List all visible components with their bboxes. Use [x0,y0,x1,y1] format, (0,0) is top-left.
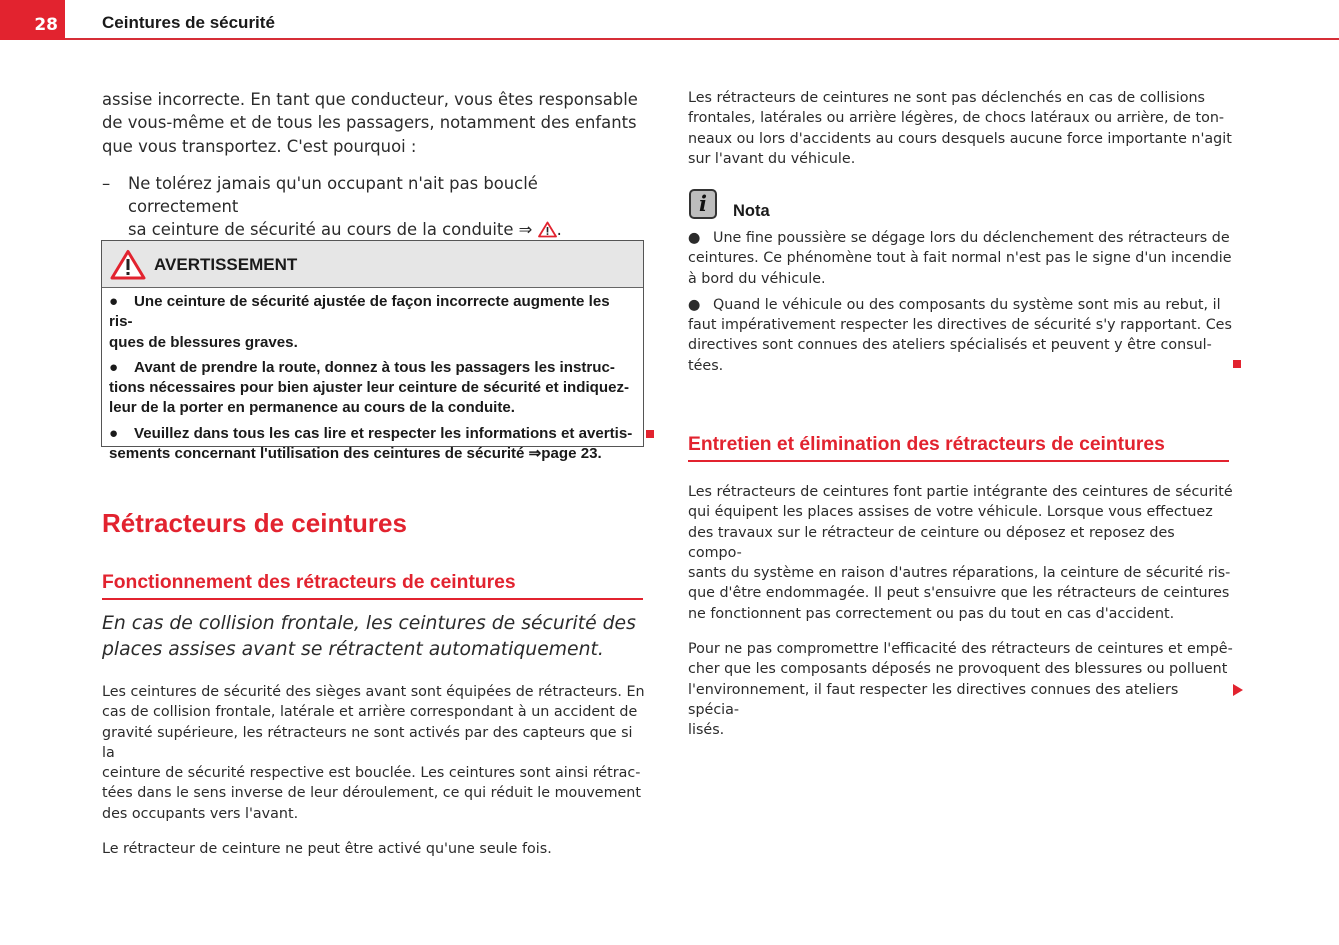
bullet: ● [109,293,119,310]
text-line: Les ceintures de sécurité des sièges avant sont équipées de rétracteurs. En [102,684,645,700]
chapter-title: Ceintures de sécurité [102,13,275,32]
warning-title: AVERTISSEMENT [154,255,298,274]
bullet: ● [688,230,701,246]
text-line: ques de blessures graves. [109,333,298,351]
text-line: qui équipent les places assises de votre véhicule. Lorsque vous effectuez [688,504,1213,521]
text-line: ceintures. Ce phénomène tout à fait normal n'est pas le signe d'un incendie [688,250,1232,267]
text-line: frontales, latérales ou arrière légères, de chocs latéraux ou arrière, de ton- [688,110,1225,127]
text-line: des travaux sur le rétracteur de ceinture ou déposez et reposez des compo- [688,524,1175,561]
section-end-marker [646,430,654,438]
text-line: tions nécessaires pour bien ajuster leur ceinture de sécurité et indiquez- [109,379,630,397]
text-line: gravité supérieure, les rétracteurs ne sont activés par des capteurs que si la [102,724,633,761]
bullet: ● [109,358,119,376]
page-number-box [0,0,65,40]
right-column [688,88,1233,169]
warning-item [109,424,637,465]
text-line: Veuillez dans tous les cas lire et respecter les informations et avertis- [134,424,633,442]
subsection-title: Entretien et élimination des rétracteurs de ceintures [688,434,1165,455]
text-line: ne fonctionnent pas correctement ou pas du tout en cas d'accident. [688,605,1175,622]
nota-title: Nota [733,202,770,220]
warning-box [101,240,644,463]
paragraph [688,88,1233,169]
text-line: lisés. [688,722,725,739]
text-line: directives sont connues des ateliers spécialisés et peuvent y être consul- [688,337,1212,354]
warning-body [102,288,643,464]
text-line: Quand le véhicule ou des composants du système sont mis au rebut, il [713,296,1221,313]
nota-item [688,228,1233,289]
text-line: Les rétracteurs de ceintures font partie intégrante des ceintures de sécurité [688,484,1233,500]
bullet: ● [688,296,701,313]
section-title: Rétracteurs de ceintures [102,508,407,538]
text-line: que d'être endommagée. Il peut s'ensuivre que les rétracteurs de ceintures [688,585,1230,602]
text-line: Une fine poussière se dégage lors du déclenchement des rétracteurs de [713,230,1230,246]
text-line: ceinture de sécurité respective est bouclée. Les ceintures sont ainsi rétrac- [102,765,641,782]
section-end-marker [1233,360,1241,368]
text-line: Avant de prendre la route, donnez à tous les passagers les instruc- [134,358,615,376]
left-body [102,682,647,859]
subsection-title: Fonctionnement des rétracteurs de ceintures [102,572,516,593]
text-line: de vous-même et de tous les passagers, notamment des enfants [102,113,637,133]
text-line: assise incorrecte. En tant que conducteur, vous êtes responsable [102,90,638,109]
continue-arrow-icon [1233,684,1243,696]
info-icon [689,189,717,219]
right-body [688,482,1233,741]
left-column-intro [102,88,647,245]
paragraph [688,639,1233,740]
text-line: tées. [688,357,724,374]
text-line: neaux ou lors d'accidents au cours desquels aucune force importante n'agit [688,130,1232,147]
text-line: à bord du véhicule. [688,270,826,287]
subsection-heading [688,434,1229,462]
text-line: cas de collision frontale, latérale et arrière correspondant à un accident de [102,704,638,721]
paragraph: Le rétracteur de ceinture ne peut être activé qu'une seule fois. [102,841,552,858]
text-line: sa ceinture de sécurité au cours de la conduite ⇒ [128,220,533,240]
warning-header [102,241,643,288]
subsection-heading [102,572,643,600]
nota-item [688,295,1233,376]
header-rule [65,38,1339,40]
intro-paragraph [102,88,647,158]
text-line: Les rétracteurs de ceintures ne sont pas déclenchés en cas de collisions [688,90,1205,106]
dash-list-item [102,172,647,245]
text-line: Ne tolérez jamais qu'un occupant n'ait pas bouclé correctement [128,173,538,217]
page-header [0,0,1339,40]
text-line: que vous transportez. C'est pourquoi : [102,136,417,156]
warning-item [109,358,637,419]
text-line: cher que les composants déposés ne provoquent des blessures ou polluent [688,661,1228,678]
text-line: sants du système en raison d'autres réparations, la ceinture de sécurité ris- [688,565,1231,582]
warning-item [109,292,637,353]
page-number: 28 [34,15,58,35]
text-line: faut impérativement respecter les directives de sécurité s'y rapportant. Ces [688,317,1232,334]
text-line: tées dans le sens inverse de leur déroulement, ce qui réduit le mouvement [102,785,641,802]
paragraph [688,482,1233,624]
text-line: sur l'avant du véhicule. [688,150,856,167]
warning-triangle-icon [110,249,146,284]
paragraph [102,682,647,824]
info-glyph: i [699,191,707,216]
italic-intro [102,611,647,663]
text-suffix: . [556,220,562,240]
text-line: Une ceinture de sécurité ajustée de façon incorrecte augmente les ris- [109,293,610,331]
nota-body [688,228,1233,376]
bullet: ● [109,424,119,442]
text-line: l'environnement, il faut respecter les directives connues des ateliers spécia- [688,681,1179,718]
dash-marker: – [102,173,111,193]
text-line: Pour ne pas compromettre l'efficacité des rétracteurs de ceintures et empê- [688,641,1233,658]
text-line: En cas de collision frontale, les ceintures de sécurité des [102,613,636,634]
text-line: places assises avant se rétractent automatiquement. [102,639,604,660]
text-line: leur de la porter en permanence au cours de la conduite. [109,399,515,417]
text-line: des occupants vers l'avant. [102,805,299,822]
page-link[interactable]: sements concernant l'utilisation des ceintures de sécurité ⇒page 23. [109,445,602,463]
